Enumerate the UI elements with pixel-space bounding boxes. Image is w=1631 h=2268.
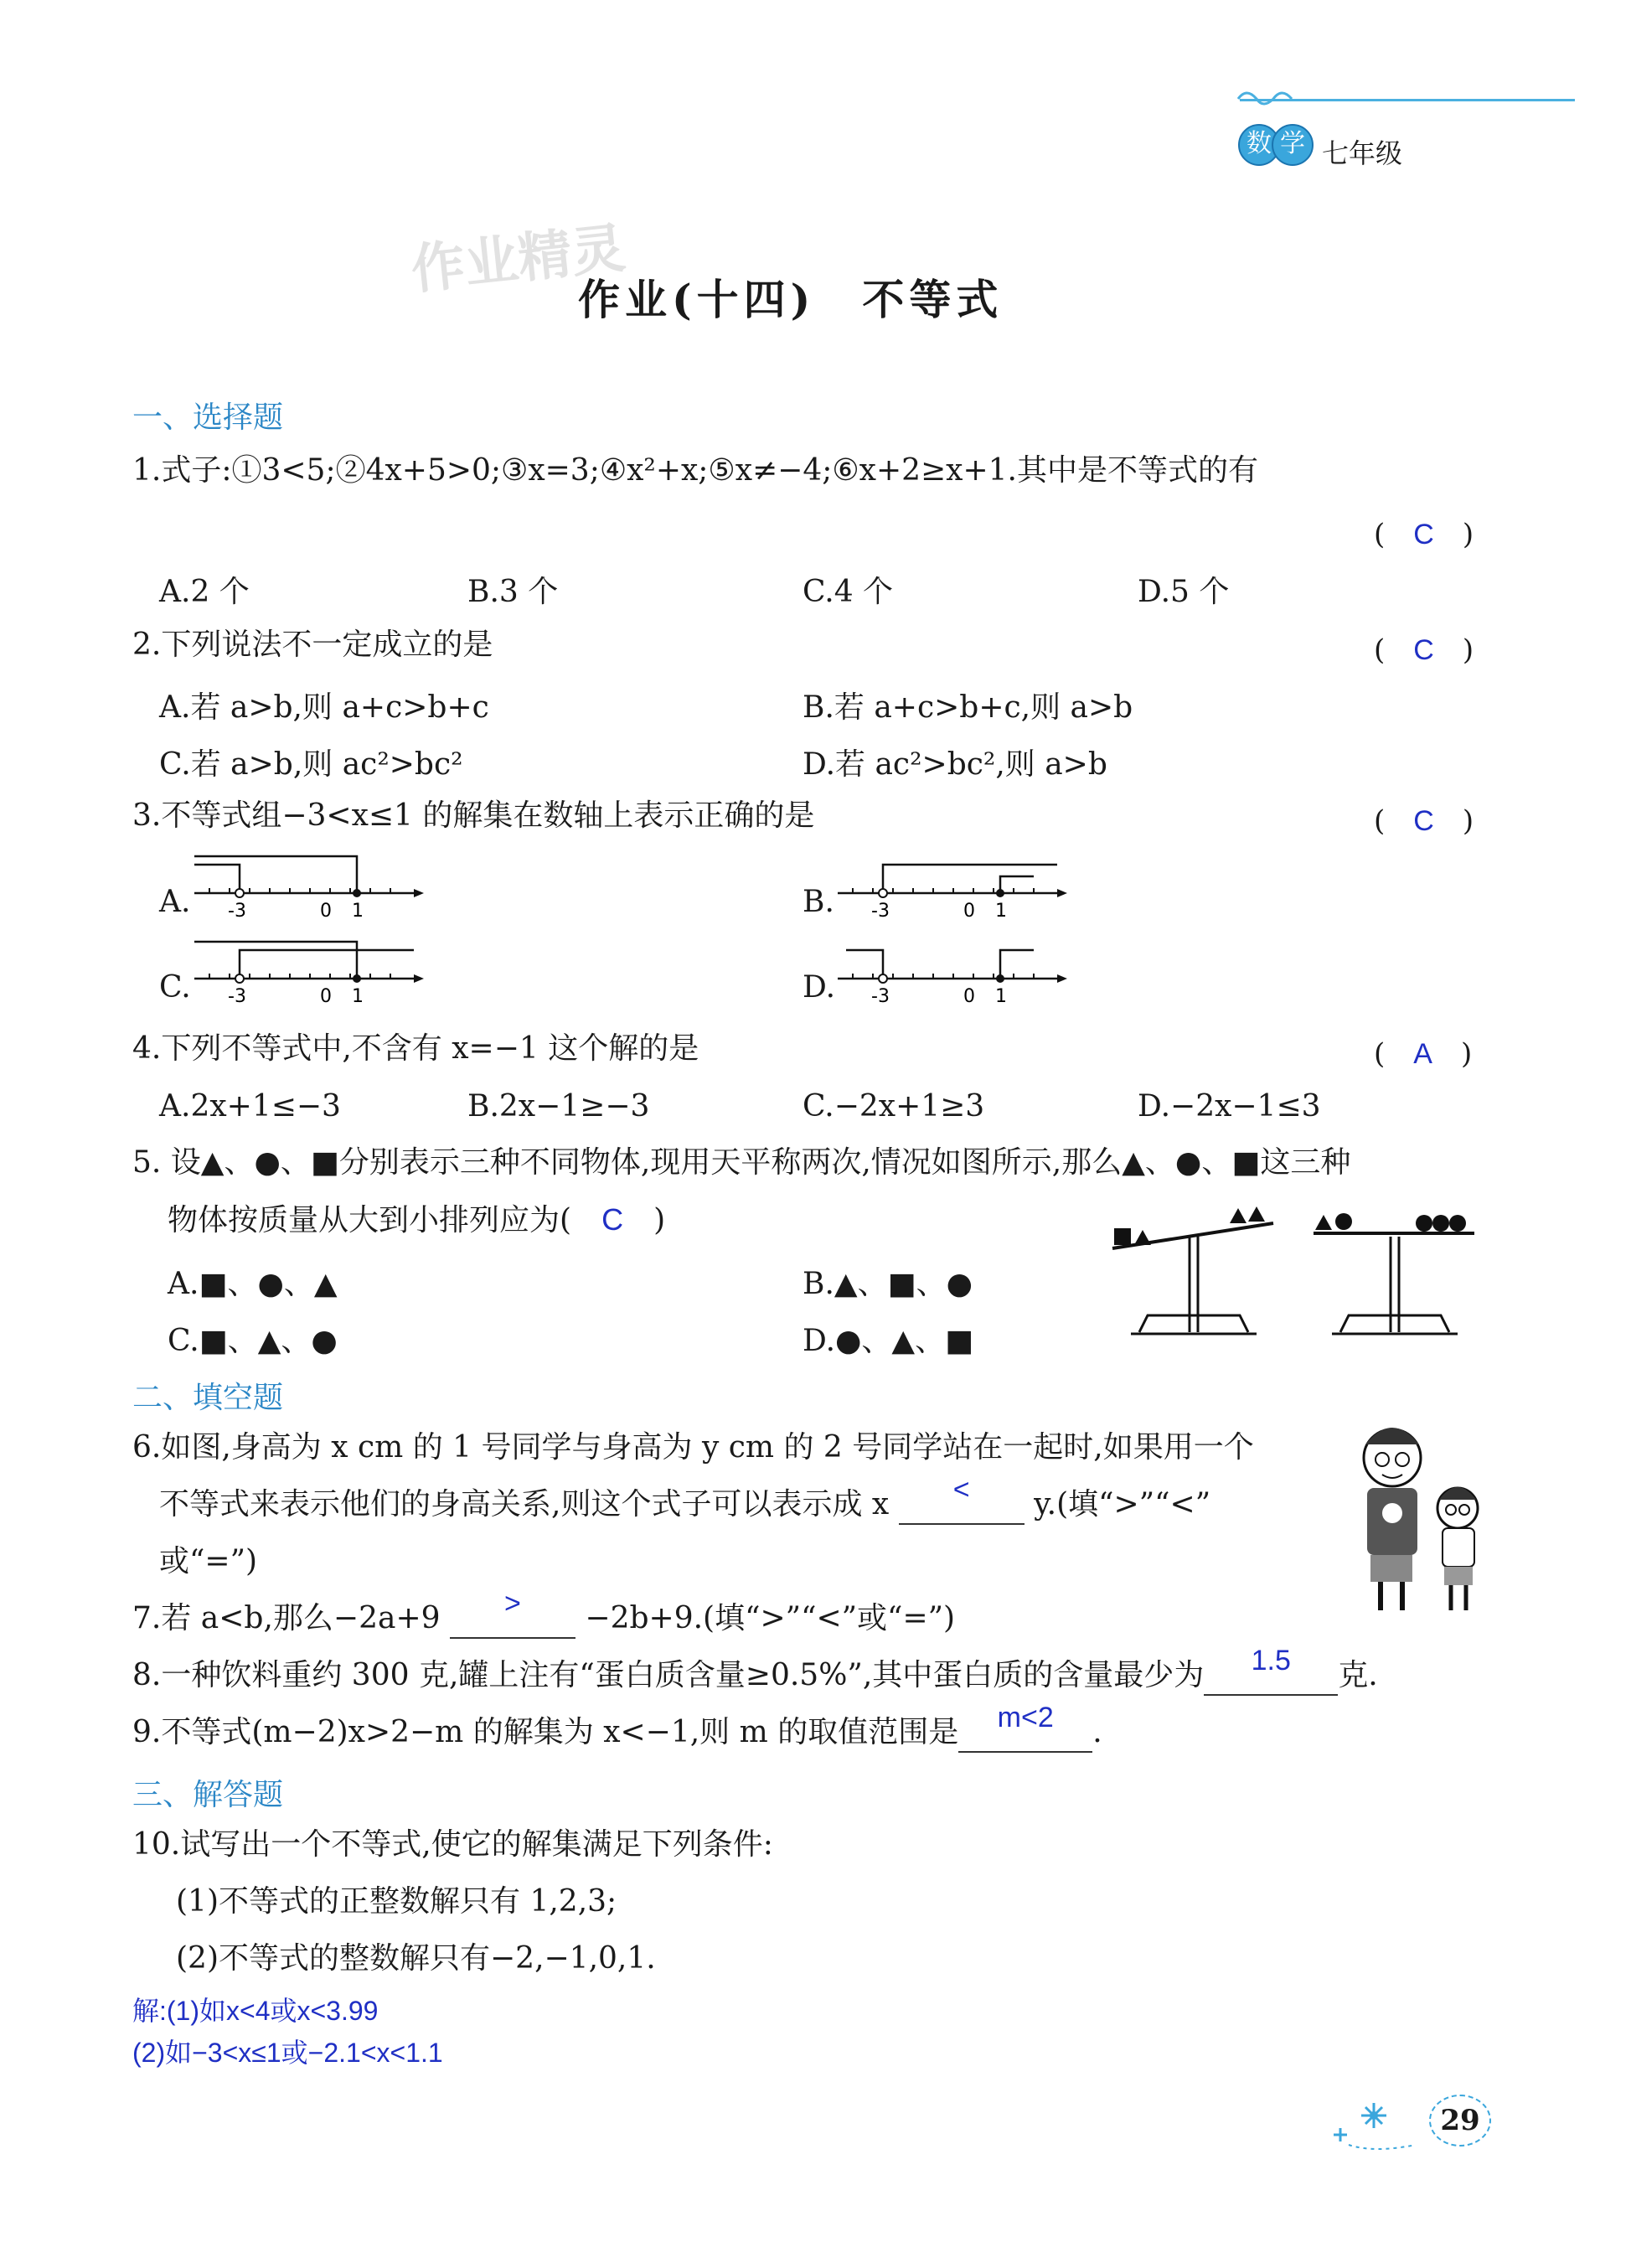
q7-suffix: −2b+9.(填“>”“<”或“=”) (585, 1601, 956, 1635)
q8-text (132, 1645, 1378, 1696)
q1-option-b: B.3 个 (467, 575, 559, 609)
q3-numberline-d (838, 932, 1072, 1007)
q8-answer: 1.5 (1251, 1645, 1291, 1676)
flower-decoration-icon (1324, 2095, 1424, 2153)
header-swirl-icon (1230, 84, 1322, 126)
q10-text: 10.试写出一个不等式,使它的解集满足下列条件: (132, 1827, 773, 1862)
q5-text-line1: 5. 设▲、●、■分别表示三种不同物体,现用天平称两次,情况如图所示,那么▲、●、■这三种 (132, 1145, 1351, 1180)
q3-answer-paren: ( C ) (1374, 804, 1474, 838)
q5-text-line2 (168, 1201, 665, 1239)
q5-text-prefix: 物体按质量从大到小排列应为( (168, 1203, 572, 1237)
q2-text: 2.下列说法不一定成立的是 (132, 628, 493, 662)
q3a-tick-neg3: -3 (228, 901, 246, 922)
q4-answer-paren: ( A ) (1374, 1037, 1473, 1071)
q2-option-d: D.若 ac²>bc²,则 a>b (803, 747, 1107, 782)
q3c-tick-neg3: -3 (228, 986, 246, 1007)
q1-answer: C (1413, 519, 1434, 550)
page-title: 作业(十四) 不等式 (578, 275, 1004, 324)
q3a-tick-1: 1 (352, 901, 364, 922)
q1-option-d: D.5 个 (1138, 575, 1230, 609)
badge-xue: 学 (1272, 124, 1314, 166)
q7-answer: > (504, 1588, 521, 1620)
q3-numberline-a (194, 846, 429, 922)
q3b-tick-neg3: -3 (871, 901, 890, 922)
q4-option-d: D.−2x−1≤3 (1138, 1089, 1321, 1124)
q5-answer: C (601, 1202, 624, 1237)
q8-prefix: 8.一种饮料重约 300 克,罐上注有“蛋白质含量≥0.5%”,其中蛋白质的含量最少为 (132, 1658, 1205, 1692)
page-number: 29 (1440, 2104, 1480, 2137)
q3d-tick-0: 0 (963, 986, 975, 1007)
q8-suffix: 克. (1338, 1658, 1378, 1692)
q5-option-d: D.●、▲、■ (803, 1324, 974, 1358)
header-badge (1238, 124, 1310, 164)
q6-line2-suffix: y.(填“>”“<” (1034, 1487, 1211, 1521)
section-choice: 一、选择题 (132, 400, 284, 435)
balance-scale-2-figure (1307, 1190, 1499, 1349)
q6-line2 (159, 1474, 1211, 1525)
q3-text: 3.不等式组−3<x≤1 的解集在数轴上表示正确的是 (132, 798, 815, 833)
q3-label-b: B. (803, 885, 834, 919)
q7-text (132, 1588, 956, 1639)
q5-text-suffix: ) (653, 1203, 666, 1237)
q4-option-b: B.2x−1≥−3 (467, 1089, 650, 1124)
q6-answer: < (952, 1474, 970, 1506)
q4-answer: A (1413, 1038, 1432, 1070)
q3-numberline-b (838, 846, 1072, 922)
q2-option-b: B.若 a+c>b+c,则 a>b (803, 690, 1133, 725)
section-fill: 二、填空题 (132, 1381, 284, 1415)
page-number-badge (1429, 2095, 1491, 2147)
q10-condition-1: (1)不等式的正整数解只有 1,2,3; (176, 1884, 617, 1919)
q3b-tick-1: 1 (995, 901, 1007, 922)
q6-line1: 6.如图,身高为 x cm 的 1 号同学与身高为 y cm 的 2 号同学站在一起时,如果用一个 (132, 1430, 1254, 1465)
q4-option-a: A.2x+1≤−3 (159, 1089, 341, 1124)
section-solve: 三、解答题 (132, 1778, 284, 1812)
q3-label-c: C. (159, 970, 191, 1005)
balance-scale-1-figure (1106, 1190, 1298, 1349)
q6-blank (899, 1474, 1025, 1525)
q3a-tick-0: 0 (320, 901, 332, 922)
q3-label-d: D. (803, 970, 836, 1005)
q3b-tick-0: 0 (963, 901, 975, 922)
q9-prefix: 9.不等式(m−2)x>2−m 的解集为 x<−1,则 m 的取值范围是 (132, 1715, 959, 1749)
q6-line2-prefix: 不等式来表示他们的身高关系,则这个式子可以表示成 x (159, 1487, 890, 1521)
q3c-tick-0: 0 (320, 986, 332, 1007)
q3c-tick-1: 1 (352, 986, 364, 1007)
q8-blank (1204, 1645, 1338, 1696)
grade-label: 七年级 (1322, 137, 1403, 169)
q9-blank (958, 1702, 1092, 1753)
q9-suffix: . (1092, 1715, 1102, 1749)
q7-blank (450, 1588, 575, 1639)
q5-option-a: A.■、●、▲ (168, 1267, 338, 1301)
q2-option-c: C.若 a>b,则 ac²>bc² (159, 747, 463, 782)
q1-text: 1.式子:①3<5;②4x+5>0;③x=3;④x²+x;⑤x≠−4;⑥x+2≥x+1.其中是不等式的有 (132, 453, 1258, 488)
q10-solution-2: (2)如−3<x≤1或−2.1<x<1.1 (132, 2038, 443, 2068)
q10-solution-1: 解:(1)如x<4或x<3.99 (132, 1996, 379, 2026)
q4-text: 4.下列不等式中,不含有 x=−1 这个解的是 (132, 1031, 699, 1066)
q9-answer: m<2 (997, 1702, 1054, 1733)
q2-answer-paren: ( C ) (1374, 633, 1474, 667)
q3-label-a: A. (159, 885, 191, 919)
q5-option-c: C.■、▲、● (168, 1324, 338, 1358)
q6-line3: 或“=”) (159, 1544, 258, 1578)
q1-option-a: A.2 个 (159, 575, 250, 609)
q2-answer: C (1413, 634, 1434, 666)
q3-numberline-c (194, 932, 429, 1007)
students-illustration (1349, 1416, 1499, 1625)
q10-condition-2: (2)不等式的整数解只有−2,−1,0,1. (176, 1941, 656, 1976)
q3d-tick-neg3: -3 (871, 986, 890, 1007)
q5-option-b: B.▲、■、● (803, 1267, 973, 1301)
q3d-tick-1: 1 (995, 986, 1007, 1007)
q7-prefix: 7.若 a<b,那么−2a+9 (132, 1601, 441, 1635)
q4-option-c: C.−2x+1≥3 (803, 1089, 985, 1124)
watermark: 作业精灵 (408, 217, 628, 302)
q3-answer: C (1413, 805, 1434, 837)
q9-text (132, 1702, 1102, 1753)
q1-answer-paren: ( C ) (1374, 518, 1474, 551)
q1-option-c: C.4 个 (803, 575, 894, 609)
q2-option-a: A.若 a>b,则 a+c>b+c (159, 690, 489, 725)
badge-shu: 数 (1238, 124, 1280, 166)
